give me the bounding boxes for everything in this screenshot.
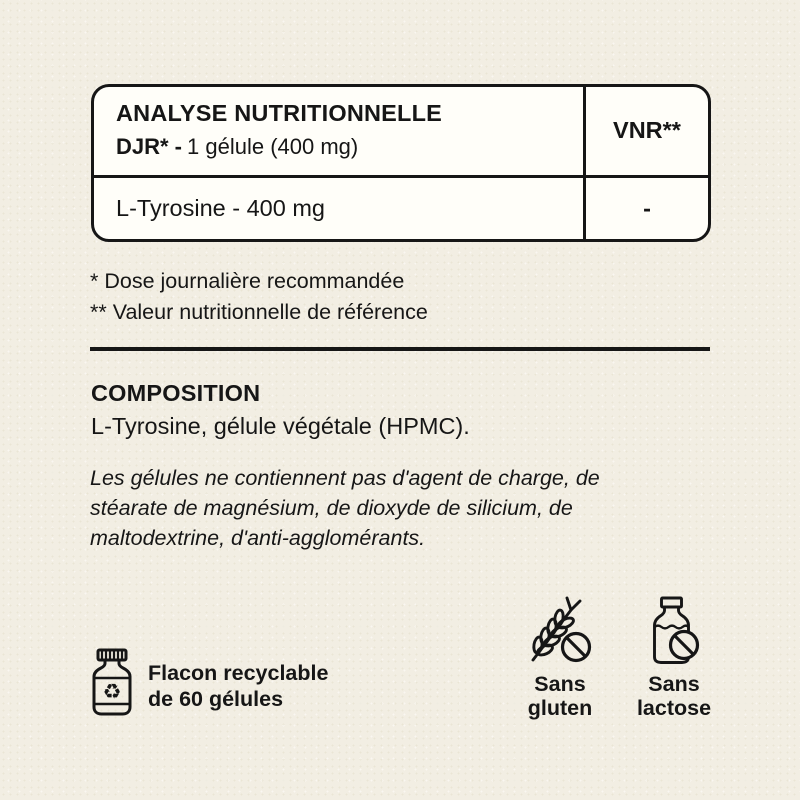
table-row-vnr-value [586, 178, 708, 240]
daily-dose-line [116, 134, 583, 160]
vnr-header-label: VNR** [613, 117, 681, 144]
lactose-free-line1: Sans [648, 672, 700, 696]
footnote-vnr: ** Valeur nutritionnelle de référence [90, 300, 428, 324]
composition-note [90, 463, 600, 553]
nutrition-table-header-cell [94, 87, 586, 178]
nutrition-table [91, 84, 711, 242]
vnr-header-cell [586, 87, 708, 178]
recyclable-bottle-text [148, 661, 328, 712]
section-divider [90, 347, 710, 351]
recyclable-line1: Flacon recyclable [148, 661, 329, 685]
no-gluten-icon [508, 596, 612, 664]
recyclable-line2: de 60 gélules [148, 686, 284, 711]
lactose-free-badge [622, 596, 726, 720]
lactose-free-line2: lactose [636, 696, 712, 720]
ingredient-amount-label: L-Tyrosine - 400 mg [116, 194, 325, 221]
daily-dose-text: 1 gélule (400 mg) [187, 134, 359, 159]
lactose-free-text [622, 672, 726, 720]
gluten-free-line2: gluten [527, 696, 593, 720]
no-lactose-icon [622, 596, 726, 664]
footnote-djr: * Dose journalière recommandée [90, 269, 405, 293]
nutrition-table-title: ANALYSE NUTRITIONNELLE [116, 100, 443, 126]
composition-note-line: stéarate de magnésium, de dioxyde de silicium, de [90, 496, 573, 520]
composition-ingredients: L-Tyrosine, gélule végétale (HPMC). [91, 413, 470, 439]
composition-heading: COMPOSITION [91, 380, 261, 406]
table-row [94, 178, 586, 240]
gluten-free-badge [508, 596, 612, 720]
composition-note-line: Les gélules ne contiennent pas d'agent de charge, de [90, 466, 600, 490]
recyclable-bottle-icon [92, 648, 132, 716]
vnr-value: - [643, 194, 651, 221]
composition-note-line: maltodextrine, d'anti-agglomérants. [90, 526, 426, 550]
daily-dose-abbrev: DJR* - [116, 134, 183, 159]
recycle-symbol: ♻ [102, 679, 122, 704]
gluten-free-text [508, 672, 612, 720]
footnotes [90, 266, 428, 328]
gluten-free-line1: Sans [534, 672, 586, 696]
